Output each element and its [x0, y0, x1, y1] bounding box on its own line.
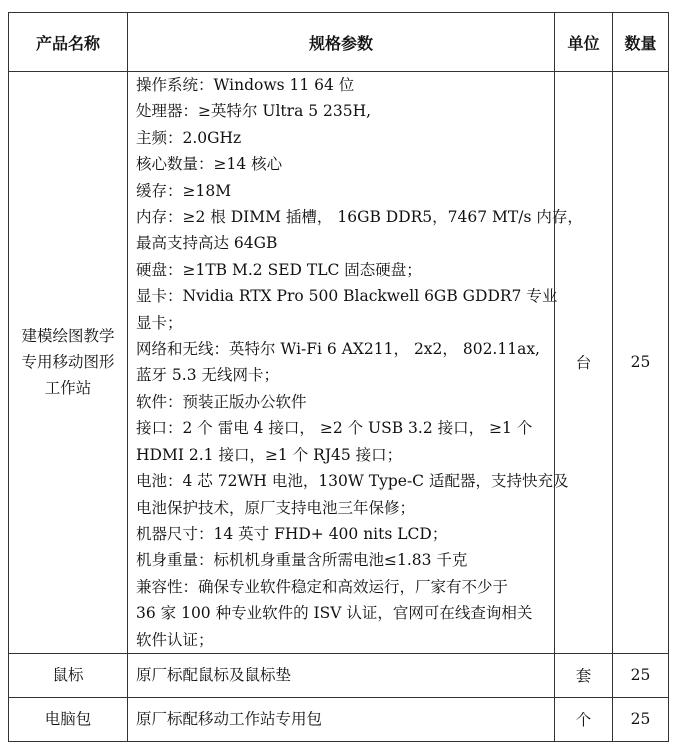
spec-line: 核心数量：≥14 核心 — [136, 155, 283, 174]
header-spec: 规格参数 — [128, 13, 555, 72]
spec-line: 蓝牙 5.3 无线网卡； — [136, 366, 280, 385]
header-row — [9, 13, 669, 72]
unit-cell: 个 — [555, 697, 613, 741]
quantity-cell: 25 — [613, 697, 669, 741]
spec-line: 原厂标配移动工作站专用包 — [136, 710, 323, 729]
product-name-cell: 电脑包 — [9, 697, 128, 741]
spec-line: 原厂标配鼠标及鼠标垫 — [136, 666, 292, 685]
spec-line: 网络和无线：英特尔 Wi-Fi 6 AX211， 2x2， 802.11ax, — [136, 340, 540, 359]
spec-line: 硬盘：≥1TB M.2 SED TLC 固态硬盘； — [136, 260, 422, 279]
spec-line: 显卡； — [136, 313, 183, 332]
spec-line: 电池保护技术，原厂支持电池三年保修； — [136, 498, 416, 517]
spec-line: 显卡：Nvidia RTX Pro 500 Blackwell 6GB GDDR7 专业 — [136, 287, 558, 306]
table-row — [9, 653, 669, 697]
product-name-cell: 建模绘图教学专用移动图形工作站 — [9, 72, 128, 654]
table-row — [9, 72, 669, 654]
spec-line: 缓存：≥18M — [136, 181, 232, 200]
spec-line: 操作系统：Windows 11 64 位 — [136, 76, 355, 94]
header-quantity: 数量 — [613, 13, 669, 72]
header-product-name: 产品名称 — [9, 13, 128, 72]
spec-line: 处理器：≥英特尔 Ultra 5 235H, — [136, 102, 372, 121]
spec-line: 36 家 100 种专业软件的 ISV 认证，官网可在线查询相关 — [136, 604, 533, 623]
header-unit: 单位 — [555, 13, 613, 72]
spec-line: 最高支持高达 64GB — [136, 234, 278, 253]
spec-line: HDMI 2.1 接口，≥1 个 RJ45 接口； — [136, 445, 403, 464]
spec-line: 软件：预装正版办公软件 — [136, 392, 307, 411]
spec-line: 兼容性：确保专业软件稳定和高效运行，厂家有不少于 — [136, 577, 509, 596]
spec-cell — [128, 653, 555, 697]
quantity-cell: 25 — [613, 653, 669, 697]
quantity-cell: 25 — [613, 72, 669, 654]
product-name-cell: 鼠标 — [9, 653, 128, 697]
spec-line: 机身重量：标机机身重量含所需电池≤1.83 千克 — [136, 551, 468, 570]
unit-cell: 台 — [555, 72, 613, 654]
product-spec-table — [8, 12, 669, 742]
spec-line: 软件认证； — [136, 630, 214, 649]
spec-line: 接口：2 个 雷电 4 接口， ≥2 个 USB 3.2 接口， ≥1 个 — [136, 419, 533, 438]
spec-line: 内存：≥2 根 DIMM 插槽， 16GB DDR5，7467 MT/s 内存， — [136, 208, 583, 227]
unit-cell: 套 — [555, 653, 613, 697]
spec-line: 主频：2.0GHz — [136, 128, 242, 147]
spec-line: 电池：4 芯 72WH 电池，130W Type-C 适配器，支持快充及 — [136, 472, 569, 491]
spec-line: 机器尺寸：14 英寸 FHD+ 400 nits LCD； — [136, 524, 448, 543]
spec-cell — [128, 72, 583, 654]
